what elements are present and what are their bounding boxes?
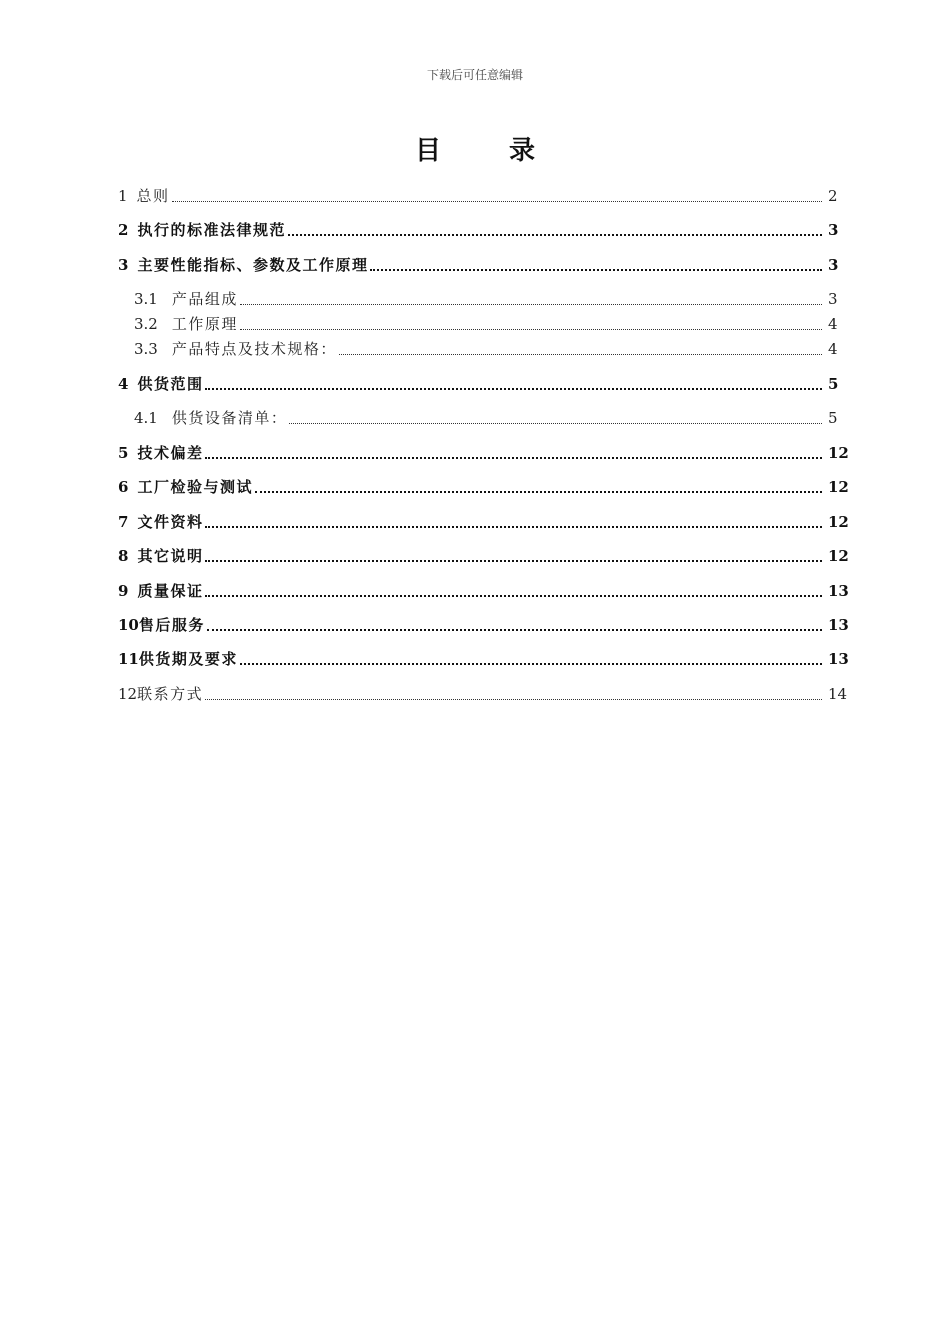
toc-entry-number: 3.2 <box>134 315 158 333</box>
toc-dot-leader <box>207 629 822 631</box>
toc-entry[interactable] <box>134 338 858 360</box>
toc-entry-number: 7 <box>118 513 129 531</box>
toc-entry-label: 供货期及要求 <box>138 650 238 668</box>
toc-entry[interactable] <box>118 614 858 636</box>
toc-entry-number: 3 <box>118 256 129 274</box>
toc-dot-leader <box>240 304 822 305</box>
toc-entry[interactable] <box>118 476 858 498</box>
toc-entry-page: 5 <box>828 375 839 393</box>
toc-entry-page: 14 <box>828 685 848 703</box>
toc-entry-number: 3.1 <box>134 290 158 308</box>
toc-entry[interactable] <box>118 545 858 567</box>
toc-title-right: 录 <box>509 136 536 166</box>
toc-dot-leader <box>288 234 822 236</box>
toc-title <box>0 130 950 167</box>
toc-entry-label: 质量保证 <box>137 582 204 600</box>
toc-entry-number: 1 <box>118 187 128 205</box>
toc-entry-page: 12 <box>828 547 849 565</box>
toc-entry-page: 3 <box>828 256 839 274</box>
toc-entry-label: 其它说明 <box>137 547 204 565</box>
toc-entry-page: 12 <box>828 513 849 531</box>
toc-entry-number: 11 <box>118 650 139 668</box>
toc-entry-label: 产品组成 <box>171 290 238 308</box>
toc-entry-page: 12 <box>828 478 849 496</box>
toc-dot-leader <box>205 560 822 562</box>
toc-entry-number: 6 <box>118 478 129 496</box>
toc-entry-label: 供货范围 <box>137 375 204 393</box>
toc-entry-label: 文件资料 <box>137 513 204 531</box>
toc-entry[interactable] <box>118 185 858 207</box>
toc-entry-number: 4.1 <box>134 409 158 427</box>
toc-entry-number: 9 <box>118 582 129 600</box>
toc-entry-label: 售后服务 <box>138 616 205 634</box>
toc-entry[interactable] <box>118 254 858 276</box>
toc-entry[interactable] <box>134 288 858 310</box>
toc-entry-label: 工厂检验与测试 <box>137 478 253 496</box>
toc-dot-leader <box>339 354 822 355</box>
toc-entry[interactable] <box>118 219 858 241</box>
toc-dot-leader <box>255 491 822 493</box>
toc-dot-leader <box>205 526 822 528</box>
toc-entry-label: 主要性能指标、参数及工作原理 <box>137 256 369 274</box>
toc-dot-leader <box>205 457 822 459</box>
toc-entry[interactable] <box>118 648 858 670</box>
page-header: 下载后可任意编辑 <box>426 68 523 82</box>
toc-dot-leader <box>240 329 822 330</box>
toc-dot-leader <box>289 423 822 424</box>
toc-entry-page: 4 <box>828 315 838 333</box>
toc-entry-number: 12 <box>118 685 138 703</box>
toc-entry-page: 2 <box>828 187 838 205</box>
toc-entry-page: 13 <box>828 582 849 600</box>
toc-dot-leader <box>205 595 822 597</box>
toc-dot-leader <box>172 201 822 202</box>
toc-entry-number: 10 <box>118 616 139 634</box>
toc-entry-page: 13 <box>828 616 849 634</box>
toc-entry[interactable] <box>118 442 858 464</box>
toc-entry-label: 联系方式 <box>137 685 204 703</box>
toc-entry[interactable] <box>118 373 858 395</box>
toc-title-left: 目 <box>414 136 441 166</box>
toc-entry-label: 产品特点及技术规格： <box>171 340 337 358</box>
toc-entry-page: 12 <box>828 444 849 462</box>
toc-entry-label: 技术偏差 <box>137 444 204 462</box>
toc-dot-leader <box>240 663 822 665</box>
toc-dot-leader <box>205 699 822 700</box>
toc-entry[interactable] <box>134 407 858 429</box>
toc-entry-page: 13 <box>828 650 849 668</box>
toc-entry-label: 工作原理 <box>171 315 238 333</box>
toc-entry-number: 5 <box>118 444 129 462</box>
toc-entry-number: 4 <box>118 375 129 393</box>
toc-entry-page: 4 <box>828 340 838 358</box>
toc-dot-leader <box>370 269 822 271</box>
toc-entry-number: 2 <box>118 221 129 239</box>
toc-entry[interactable] <box>118 511 858 533</box>
toc-entry-label: 供货设备清单： <box>171 409 288 427</box>
toc-entry-number: 3.3 <box>134 340 158 358</box>
toc-entry-label: 总则 <box>136 187 170 205</box>
toc-entry[interactable] <box>118 580 858 602</box>
toc-entry-page: 5 <box>828 409 838 427</box>
toc-entry[interactable] <box>134 313 858 335</box>
toc-entry-page: 3 <box>828 221 839 239</box>
toc-entry-page: 3 <box>828 290 838 308</box>
toc-dot-leader <box>205 388 822 390</box>
toc-entry-number: 8 <box>118 547 129 565</box>
toc-entry[interactable] <box>118 683 858 705</box>
toc-entry-label: 执行的标准法律规范 <box>137 221 286 239</box>
